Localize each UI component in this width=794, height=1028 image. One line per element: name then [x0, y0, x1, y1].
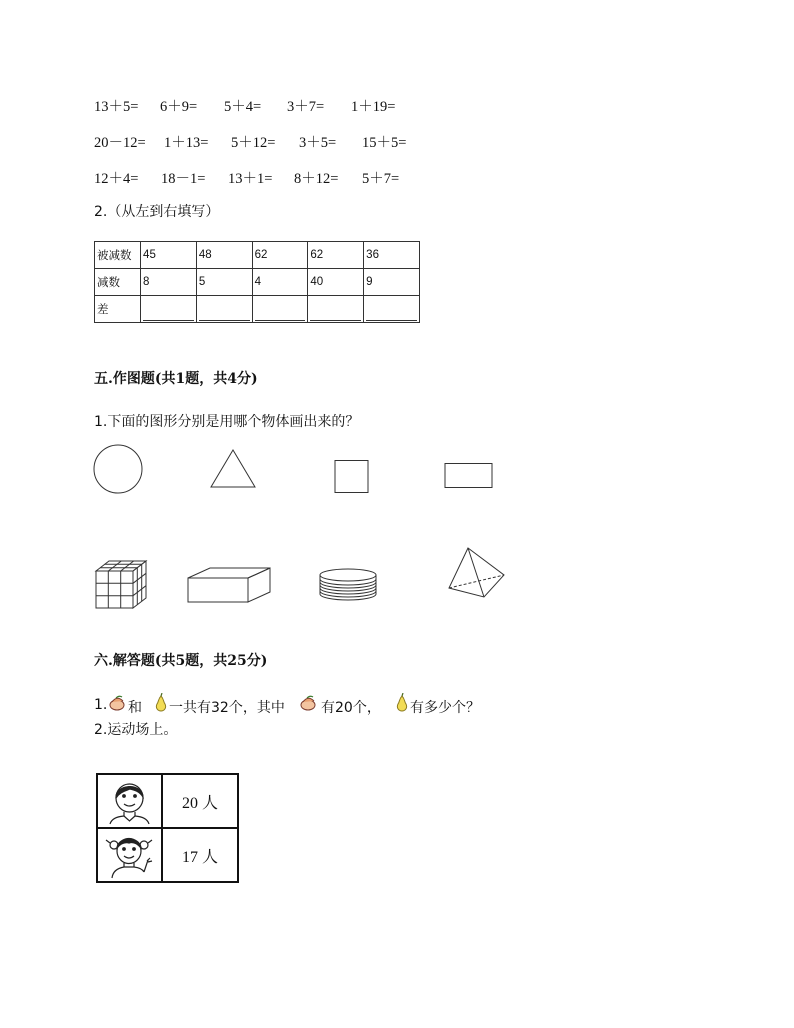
equation: 13＋5= — [94, 99, 139, 115]
section-6-question-2: 2.运动场上。 — [94, 722, 178, 738]
minuend-cell: 62 — [252, 242, 308, 269]
section-6-question-1 — [94, 697, 514, 717]
girl-icon — [98, 830, 161, 880]
pyramid-icon — [446, 546, 508, 600]
rectangle-shape-icon — [443, 462, 495, 490]
equation: 1＋13= — [164, 135, 209, 151]
equation: 8＋12= — [294, 171, 339, 187]
pear-icon — [394, 693, 410, 713]
table-row — [95, 242, 420, 269]
subtrahend-cell: 40 — [308, 269, 364, 296]
cube-icon — [94, 558, 154, 610]
row-label-minuend: 被减数 — [95, 242, 141, 269]
square-shape-icon — [333, 459, 371, 495]
equation: 5＋12= — [231, 135, 276, 151]
subtrahend-cell: 5 — [196, 269, 252, 296]
table-row — [97, 828, 238, 882]
subtrahend-cell: 8 — [141, 269, 197, 296]
answer-blank[interactable] — [364, 296, 420, 323]
question-text-2: 有20个， — [321, 700, 381, 716]
section-5-title: 五.作图题(共1题，共4分) — [94, 371, 258, 387]
boy-icon — [98, 776, 161, 826]
minuend-cell: 36 — [364, 242, 420, 269]
table-row — [95, 296, 420, 323]
equation: 1＋19= — [351, 99, 396, 115]
girl-cell — [97, 828, 162, 882]
answer-blank[interactable] — [141, 296, 197, 323]
question-number: 1. — [94, 697, 108, 713]
subtrahend-cell: 9 — [364, 269, 420, 296]
sports-field-table — [96, 773, 239, 883]
equation: 6＋9= — [160, 99, 198, 115]
and-text: 和 — [128, 700, 142, 716]
minuend-cell: 62 — [308, 242, 364, 269]
table-row — [97, 774, 238, 828]
boy-count: 20 人 — [162, 774, 238, 828]
equation: 13＋1= — [228, 171, 273, 187]
minuend-cell: 45 — [141, 242, 197, 269]
table-row — [95, 269, 420, 296]
answer-blank[interactable] — [196, 296, 252, 323]
pear-icon — [153, 693, 169, 713]
subtrahend-cell: 4 — [252, 269, 308, 296]
cuboid-icon — [186, 565, 274, 605]
row-label-difference: 差 — [95, 296, 141, 323]
question-2-title: 2.（从左到右填写） — [94, 204, 220, 220]
equation: 3＋7= — [287, 99, 325, 115]
equation: 3＋5= — [299, 135, 337, 151]
peach-icon — [108, 694, 126, 712]
equation: 5＋7= — [362, 171, 400, 187]
peach-icon — [299, 694, 317, 712]
question-text-3: 有多少个？ — [410, 700, 480, 716]
boy-cell — [97, 774, 162, 828]
equation: 18－1= — [161, 171, 206, 187]
answer-blank[interactable] — [252, 296, 308, 323]
minuend-cell: 48 — [196, 242, 252, 269]
equation: 5＋4= — [224, 99, 262, 115]
section-6-title: 六.解答题(共5题，共25分) — [94, 653, 268, 669]
equation: 20－12= — [94, 135, 146, 151]
equation: 15＋5= — [362, 135, 407, 151]
triangle-shape-icon — [209, 448, 257, 490]
equation: 12＋4= — [94, 171, 139, 187]
question-text-1: 一共有32个，其中 — [169, 700, 285, 716]
girl-count: 17 人 — [162, 828, 238, 882]
circle-shape-icon — [92, 443, 146, 497]
coin-stack-icon — [316, 565, 380, 605]
row-label-subtrahend: 减数 — [95, 269, 141, 296]
answer-blank[interactable] — [308, 296, 364, 323]
subtraction-table — [94, 241, 420, 323]
section-5-question: 1.下面的图形分别是用哪个物体画出来的？ — [94, 414, 360, 430]
